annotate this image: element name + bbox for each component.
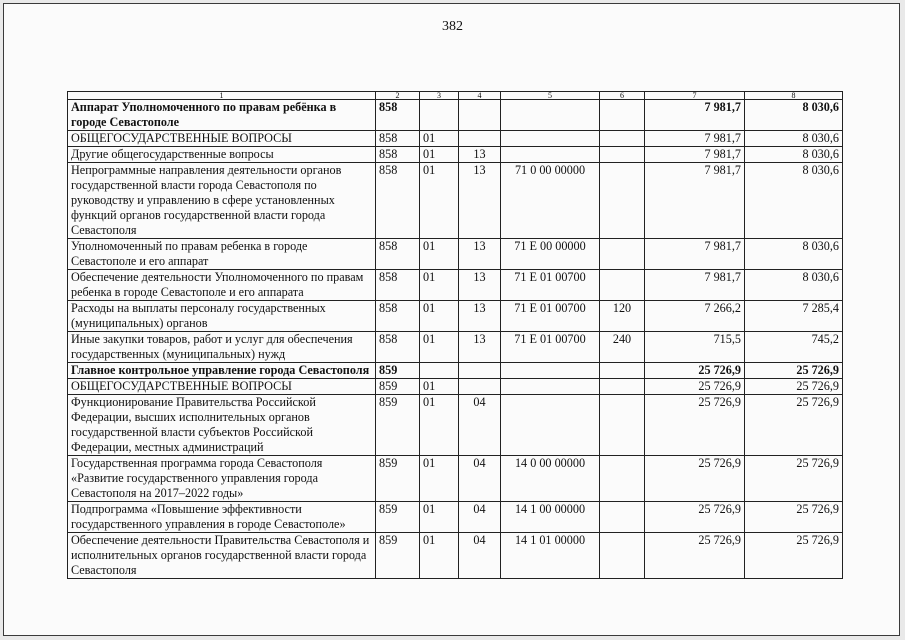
target-article-code — [501, 395, 600, 456]
expense-type-code — [600, 456, 645, 502]
amount-year-1: 7 981,7 — [645, 100, 745, 131]
row-name: Подпрограмма «Повышение эффективности государственного управления в городе Севастополе» — [68, 502, 376, 533]
amount-year-2: 7 285,4 — [745, 301, 843, 332]
table-row — [68, 456, 843, 502]
subsection-code: 13 — [459, 163, 501, 239]
subsection-code: 13 — [459, 270, 501, 301]
expense-type-code — [600, 379, 645, 395]
target-article-code: 71 Е 01 00700 — [501, 270, 600, 301]
amount-year-2: 8 030,6 — [745, 131, 843, 147]
amount-year-2: 8 030,6 — [745, 270, 843, 301]
target-article-code: 14 1 00 00000 — [501, 502, 600, 533]
ministry-code: 859 — [376, 456, 420, 502]
row-name: Главное контрольное управление города Севастополя — [68, 363, 376, 379]
subsection-code: 04 — [459, 395, 501, 456]
section-code — [420, 100, 459, 131]
column-header-row — [68, 92, 843, 100]
row-name: Другие общегосударственные вопросы — [68, 147, 376, 163]
subsection-code — [459, 100, 501, 131]
ministry-code: 859 — [376, 395, 420, 456]
budget-table — [67, 91, 843, 579]
amount-year-1: 25 726,9 — [645, 395, 745, 456]
ministry-code: 859 — [376, 533, 420, 579]
expense-type-code — [600, 533, 645, 579]
amount-year-2: 8 030,6 — [745, 100, 843, 131]
expense-type-code — [600, 502, 645, 533]
table-row — [68, 395, 843, 456]
section-code: 01 — [420, 502, 459, 533]
amount-year-1: 715,5 — [645, 332, 745, 363]
target-article-code: 71 Е 01 00700 — [501, 332, 600, 363]
table-row — [68, 533, 843, 579]
amount-year-2: 25 726,9 — [745, 395, 843, 456]
ministry-code: 858 — [376, 131, 420, 147]
row-name: Непрограммные направления деятельности органов государственной власти города Севастополя по руководству и управлению в сфере установленных функций органов государственной власти города Севастополя — [68, 163, 376, 239]
subsection-code: 04 — [459, 533, 501, 579]
section-code: 01 — [420, 395, 459, 456]
expense-type-code — [600, 239, 645, 270]
amount-year-1: 25 726,9 — [645, 456, 745, 502]
table-row — [68, 239, 843, 270]
table-row — [68, 163, 843, 239]
ministry-code: 858 — [376, 270, 420, 301]
subsection-code — [459, 131, 501, 147]
amount-year-2: 25 726,9 — [745, 533, 843, 579]
column-header: 5 — [501, 92, 600, 100]
amount-year-1: 25 726,9 — [645, 379, 745, 395]
row-name: Иные закупки товаров, работ и услуг для обеспечения государственных (муниципальных) нужд — [68, 332, 376, 363]
ministry-code: 858 — [376, 301, 420, 332]
target-article-code: 14 1 01 00000 — [501, 533, 600, 579]
column-header: 1 — [68, 92, 376, 100]
amount-year-2: 745,2 — [745, 332, 843, 363]
row-name: Функционирование Правительства Российской Федерации, высших исполнительных органов государственной власти субъектов Российской Федерации, местных администраций — [68, 395, 376, 456]
table-row — [68, 502, 843, 533]
expense-type-code — [600, 363, 645, 379]
amount-year-1: 7 981,7 — [645, 239, 745, 270]
target-article-code — [501, 147, 600, 163]
amount-year-2: 25 726,9 — [745, 502, 843, 533]
row-name: Обеспечение деятельности Правительства Севастополя и исполнительных органов государственной власти города Севастополя — [68, 533, 376, 579]
target-article-code: 71 Е 01 00700 — [501, 301, 600, 332]
amount-year-1: 25 726,9 — [645, 363, 745, 379]
amount-year-2: 8 030,6 — [745, 239, 843, 270]
row-name: Уполномоченный по правам ребенка в городе Севастополе и его аппарат — [68, 239, 376, 270]
expense-type-code: 240 — [600, 332, 645, 363]
amount-year-1: 7 981,7 — [645, 163, 745, 239]
column-header: 4 — [459, 92, 501, 100]
section-code — [420, 363, 459, 379]
section-code: 01 — [420, 163, 459, 239]
section-code: 01 — [420, 332, 459, 363]
ministry-code: 858 — [376, 100, 420, 131]
subsection-code: 13 — [459, 239, 501, 270]
ministry-code: 859 — [376, 502, 420, 533]
subsection-code — [459, 379, 501, 395]
section-code: 01 — [420, 301, 459, 332]
section-code: 01 — [420, 456, 459, 502]
column-header: 8 — [745, 92, 843, 100]
target-article-code — [501, 100, 600, 131]
row-name: ОБЩЕГОСУДАРСТВЕННЫЕ ВОПРОСЫ — [68, 379, 376, 395]
expense-type-code — [600, 147, 645, 163]
expense-type-code — [600, 131, 645, 147]
section-code: 01 — [420, 131, 459, 147]
amount-year-1: 7 981,7 — [645, 147, 745, 163]
amount-year-1: 25 726,9 — [645, 502, 745, 533]
target-article-code — [501, 379, 600, 395]
table-row — [68, 100, 843, 131]
amount-year-1: 7 981,7 — [645, 131, 745, 147]
subsection-code: 04 — [459, 456, 501, 502]
expense-type-code — [600, 395, 645, 456]
ministry-code: 859 — [376, 363, 420, 379]
target-article-code — [501, 131, 600, 147]
amount-year-2: 25 726,9 — [745, 379, 843, 395]
amount-year-2: 25 726,9 — [745, 363, 843, 379]
amount-year-2: 25 726,9 — [745, 456, 843, 502]
row-name: Аппарат Уполномоченного по правам ребёнка в городе Севастополе — [68, 100, 376, 131]
target-article-code — [501, 363, 600, 379]
expense-type-code — [600, 270, 645, 301]
subsection-code — [459, 363, 501, 379]
target-article-code: 14 0 00 00000 — [501, 456, 600, 502]
expense-type-code — [600, 163, 645, 239]
ministry-code: 859 — [376, 379, 420, 395]
ministry-code: 858 — [376, 147, 420, 163]
amount-year-1: 25 726,9 — [645, 533, 745, 579]
table-row — [68, 379, 843, 395]
amount-year-1: 7 266,2 — [645, 301, 745, 332]
column-header: 6 — [600, 92, 645, 100]
ministry-code: 858 — [376, 239, 420, 270]
expense-type-code — [600, 100, 645, 131]
section-code: 01 — [420, 270, 459, 301]
section-code: 01 — [420, 147, 459, 163]
page-number: 382 — [442, 19, 463, 34]
column-header: 2 — [376, 92, 420, 100]
table-row — [68, 131, 843, 147]
section-code: 01 — [420, 379, 459, 395]
row-name: ОБЩЕГОСУДАРСТВЕННЫЕ ВОПРОСЫ — [68, 131, 376, 147]
subsection-code: 04 — [459, 502, 501, 533]
row-name: Расходы на выплаты персоналу государственных (муниципальных) органов — [68, 301, 376, 332]
column-header: 3 — [420, 92, 459, 100]
row-name: Государственная программа города Севастополя «Развитие государственного управления города Севастополя на 2017–2022 годы» — [68, 456, 376, 502]
table-row — [68, 270, 843, 301]
expense-type-code: 120 — [600, 301, 645, 332]
subsection-code: 13 — [459, 301, 501, 332]
target-article-code: 71 Е 00 00000 — [501, 239, 600, 270]
subsection-code: 13 — [459, 147, 501, 163]
table-row — [68, 332, 843, 363]
table-row — [68, 363, 843, 379]
section-code: 01 — [420, 533, 459, 579]
ministry-code: 858 — [376, 332, 420, 363]
ministry-code: 858 — [376, 163, 420, 239]
amount-year-1: 7 981,7 — [645, 270, 745, 301]
amount-year-2: 8 030,6 — [745, 147, 843, 163]
table-row — [68, 301, 843, 332]
table-row — [68, 147, 843, 163]
amount-year-2: 8 030,6 — [745, 163, 843, 239]
target-article-code: 71 0 00 00000 — [501, 163, 600, 239]
column-header: 7 — [645, 92, 745, 100]
row-name: Обеспечение деятельности Уполномоченного по правам ребенка в городе Севастополе и его аппарата — [68, 270, 376, 301]
section-code: 01 — [420, 239, 459, 270]
subsection-code: 13 — [459, 332, 501, 363]
